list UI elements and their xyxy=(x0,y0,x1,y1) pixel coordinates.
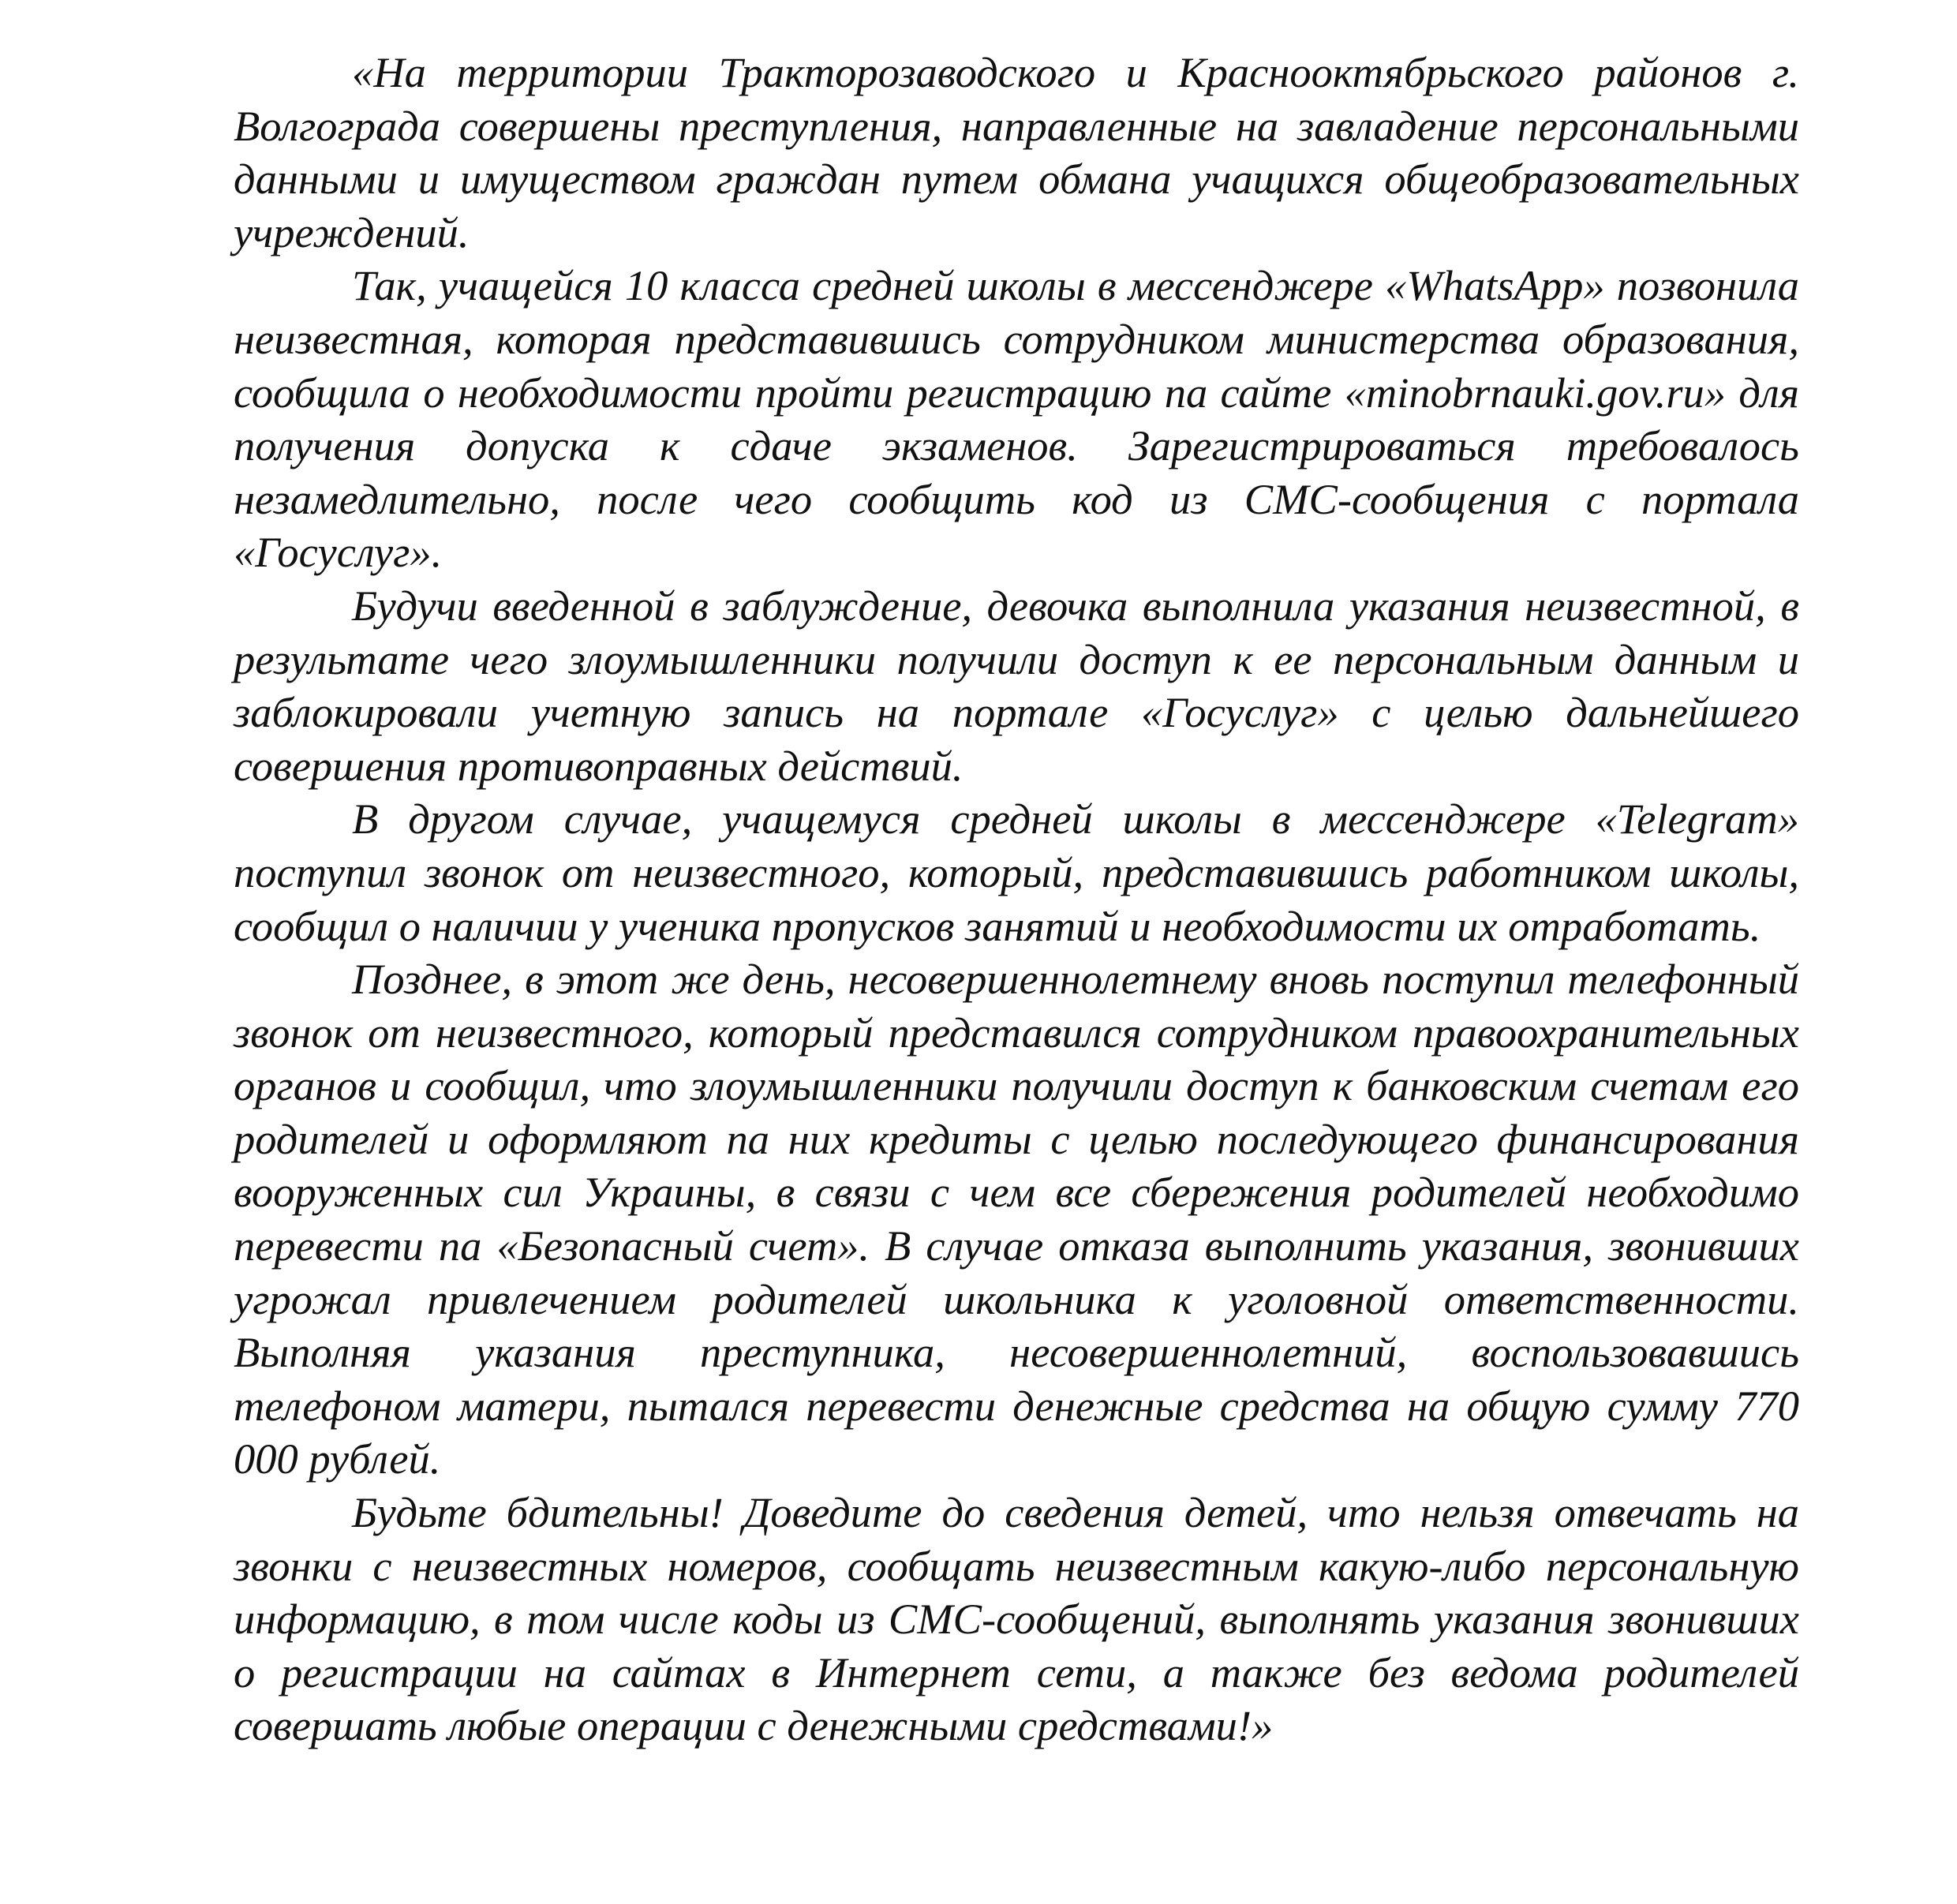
paragraph-warning: Будьте бдительны! Доведите до сведения детей, что нельзя отвечать на звонки с неизвестных номеров, сообщать неизвестным какую-либо персональную информацию, в том числе коды из СМС-сообщений, выполнять указания звонивших о регистрации на сайтах в Интернет сети, а также без ведома родителей совершать любые операции с денежными средствами!» xyxy=(234,1488,1799,1750)
paragraph-telegram-case: В другом случае, учащемуся средней школы в мессенджере «Telegram» поступил звонок от неизвестного, который, представившись работником школы, сообщил о наличии у ученика пропусков занятий и необходимости их отработать. xyxy=(234,795,1799,950)
paragraph-gosuslugi-consequence: Будучи введенной в заблуждение, девочка выполнила указания неизвестной, в результате чего злоумышленники получили доступ к ее персональным данным и заблокировали учетную запись на портале «Госуслуг» с целью дальнейшего совершения противоправных действий. xyxy=(234,581,1799,790)
paragraph-safe-account-case: Позднее, в этот же день, несовершеннолетнему вновь поступил телефонный звонок от неизвестного, который представился сотрудником правоохранительных органов и сообщил, что злоумышленники получили доступ к банковским счетам его родителей и оформляют па них кредиты с целью последующего финансирования вооруженных сил Украины, в связи с чем все сбережения родителей необходимо перевести па «Безопасный счет». В случае отказа выполнить указания, звонивших угрожал привлечением родителей школьника к уголовной ответственности. Выполняя указания преступника, несовершеннолетний, воспользовавшись телефоном матери, пытался перевести денежные средства на общую сумму 770 000 рублей. xyxy=(234,955,1799,1483)
paragraph-whatsapp-case: Так, учащейся 10 класса средней школы в мессенджере «WhatsApp» позвонила неизвестная, которая представившись сотрудником министерства образования, сообщила о необходимости пройти регистрацию па сайте «minobrnauki.gov.ru» для получения допуска к сдаче экзаменов. Зарегистрироваться требовалось незамедлительно, после чего сообщить код из СМС-сообщения с портала «Госуслуг». xyxy=(234,261,1799,577)
paragraph-intro: «На территории Тракторозаводского и Краснооктябрьского районов г. Волгограда совершены преступления, направленные на завладение персональными данными и имуществом граждан путем обмана учащихся общеобразовательных учреждений. xyxy=(234,48,1799,256)
document-body xyxy=(234,46,1799,1753)
